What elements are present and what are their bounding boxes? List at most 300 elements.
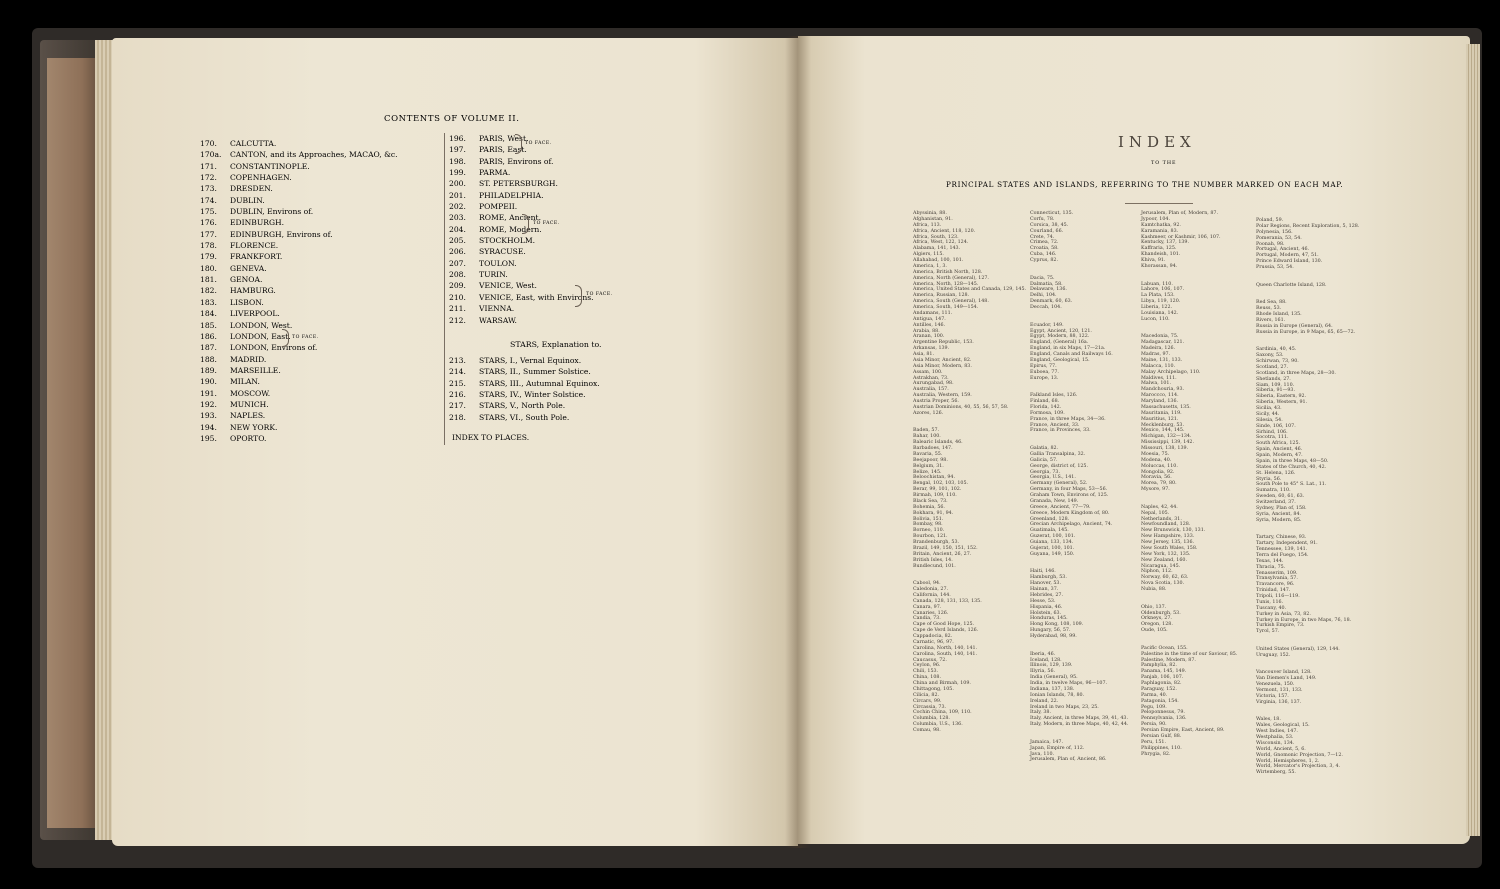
index-entry: Bolivia, 151. [913,516,944,522]
map-title: POMPEII. [479,202,518,212]
map-number: 197. [449,145,466,155]
index-entry: Maryland, 136. [1141,399,1179,404]
map-number: 192. [200,399,217,409]
map-title: TOULON. [479,258,517,268]
index-entry: Sicilia, 43. [1256,406,1282,411]
index-entry: Asia Minor, Modern, 83. [913,363,972,369]
index-entry: Brazil, 149, 150, 151, 152. [913,545,978,551]
index-entry: Scotland, in three Maps, 28—30. [1256,370,1336,376]
index-entry: Panjab, 106, 107. [1141,675,1184,681]
index-entry: Schirwan, 73, 90. [1256,359,1299,364]
contents-entry [200,354,398,365]
map-title: ROME, Ancient. [479,213,541,223]
index-entry: Chili, 153. [913,669,939,675]
contents-entry [200,399,398,410]
index-entry: Arkansas, 139. [913,346,950,352]
index-entry: India (General), 95. [1030,675,1078,681]
index-entry: Mysore, 97. [1141,487,1170,493]
map-title: CONSTANTINOPLE. [230,161,310,171]
contents-entry [200,320,398,331]
map-number: 186. [200,331,217,341]
index-entry: Siberia, 91—93. [1256,388,1295,394]
index-entry: Galicia, 57. [1030,457,1058,463]
contents-entry [200,240,398,251]
map-title: MADRID. [230,354,267,364]
contents-entry [449,355,600,366]
index-entry: Africa, 113. [913,222,942,228]
index-entry: Asia, 81. [913,352,934,357]
index-entry: Kashmeer, or Kashmir, 106, 107. [1141,234,1221,240]
right-page [798,36,1470,844]
index-entry: England, in six Maps, 17—21a. [1030,346,1106,352]
index-entry: Cochin China, 109, 110. [913,710,972,716]
index-entry: Rhode Island, 135. [1256,312,1302,317]
map-title: LONDON, West. [230,320,293,330]
map-title: DUBLIN, Environs of. [230,207,314,217]
index-entry: Poonah, 98. [1256,241,1285,247]
index-entry: Oude, 105. [1141,628,1168,634]
index-entry: Gujerat, 100, 101. [1030,545,1075,551]
index-entry: America, 1, 3. [913,263,947,269]
contents-entry [200,149,398,160]
map-number: 208. [449,270,466,280]
index-entry: Polar Regions, Recent Exploration, 5, 128. [1256,223,1360,229]
index-entry: Naples, 42, 44. [1141,504,1178,510]
map-number: 210. [449,292,466,302]
index-entry: Argentine Republic, 153. [913,340,974,346]
map-title: CANTON, and its Approaches, MACAO, &c. [230,150,398,160]
map-number: 203. [449,213,466,223]
index-entry: Antigua, 147. [913,316,946,322]
index-entry: Portugal, Ancient, 46. [1256,247,1310,253]
index-entry: Malwa, 101. [1141,381,1172,387]
index-entry: Japan, Empire of, 112. [1030,745,1085,751]
map-title: ST. PETERSBURGH. [479,179,558,189]
contents-entry [449,235,594,246]
index-entry: Philippines, 110. [1141,745,1182,751]
index-entry: New Jersey, 135, 136. [1141,540,1195,545]
index-entry: America, North, 128—145. [913,281,979,287]
contents-entry [200,172,398,183]
index-entry: Azores, 126. [913,410,944,416]
map-title: ROME, Modern. [479,224,542,234]
map-number: 193. [200,411,217,421]
contents-entry [200,263,398,274]
index-entry: Germany (General), 52. [1030,481,1088,487]
index-entry: Barbadoes, 147. [913,446,953,451]
index-entry: Silesia, 54. [1256,417,1283,423]
index-entry: Courland, 66. [1030,228,1064,234]
index-entry: Styria, 56. [1256,476,1282,482]
map-number: 218. [449,412,466,422]
page-stack-edge-right [1466,44,1480,836]
index-entry: Wales, 18. [1256,717,1281,723]
index-entry: Spain, Modern, 47. [1256,453,1303,458]
index-entry: Sinde, 106, 107. [1256,423,1296,429]
index-entry: France, in three Maps, 34—36. [1030,416,1106,422]
map-title: MOSCOW. [230,388,271,398]
index-entry: Modena, 40. [1141,457,1172,463]
map-title: NEW YORK. [230,422,278,432]
contents-entry [449,190,594,201]
contents-entry [200,274,398,285]
map-number: 188. [200,354,217,364]
index-entry: Vermont, 131, 133. [1256,688,1303,693]
contents-entry [200,410,398,421]
index-entry: Graham Town, Environs of, 125. [1030,493,1109,498]
map-number: 183. [200,297,217,307]
index-entry: Beejapoor, 98. [913,457,948,463]
contents-entry [200,365,398,376]
index-entry: Madagascar, 121. [1141,340,1185,346]
map-number: 206. [449,247,466,257]
index-entry: Turkey in Asia, 73, 82. [1256,611,1311,617]
index-entry: Khiva, 91. [1141,258,1166,263]
map-number: 174. [200,195,217,205]
map-number: 176. [200,218,217,228]
map-title: PARIS, East. [479,145,527,155]
index-entry: Cuba, 146. [1030,252,1057,258]
index-entry: Falkland Isles, 126. [1030,393,1078,399]
index-entry: Italy, Ancient, in three Maps, 39, 41, 43. [1030,716,1128,722]
index-entry: Crete, 74. [1030,234,1055,240]
index-entry: Black Sea, 73. [913,498,948,504]
index-entry: Saxony, 53. [1256,353,1284,359]
index-entry: America, South, 149—154. [913,305,979,310]
contents-entry [200,251,398,262]
index-entry: Candia, 73. [913,616,941,622]
index-entry: Columbia, U.S., 136. [913,722,963,728]
index-entry: Jerusalem, Plan of, Modern, 87. [1141,211,1218,216]
index-entry: Jerusalem, Plan of, Ancient, 86. [1030,757,1107,763]
index-entry: Netherlands, 31. [1141,516,1182,522]
index-entry: Karamania, 83. [1141,228,1179,234]
index-entry: Nova Scotia, 130. [1141,581,1185,587]
index-entry: Persian Gulf, 88. [1141,733,1182,739]
contents-entry [449,156,594,167]
index-entry: Africa, South, 123. [913,234,959,240]
map-title: LISBON. [230,297,264,307]
map-number: 170. [200,139,217,148]
index-entry: Granada, New, 149. [1030,498,1079,504]
index-entry: Kamtchatka, 92. [1141,222,1181,228]
contents-entry [200,297,398,308]
index-entry: Mauritius, 121. [1141,416,1179,422]
map-number: 195. [200,433,217,443]
index-entry: France, in Provinces, 33. [1030,428,1091,434]
index-entry: South Pole to 45° S. Lat., 11. [1256,482,1327,488]
index-entry: Moravia, 56. [1141,475,1172,481]
book-gutter [785,36,811,848]
map-title: PHILADELPHIA. [479,190,544,200]
index-entry: Australia, 157. [913,387,949,393]
contents-entry [449,258,594,269]
map-title: STARS, I., Vernal Equinox. [479,356,582,365]
index-entry: Baden, 57. [913,428,940,434]
index-column-2 [1030,211,1128,763]
contents-column-stars [449,355,600,423]
map-number: 213. [449,356,466,365]
index-entry: New Brunswick, 130, 131. [1141,528,1206,534]
index-entry: Trinidad, 147. [1256,588,1291,594]
index-entry: Hanover, 53. [1030,581,1062,587]
index-entry: Delaware, 136. [1030,287,1067,293]
index-entry: Massachusetts, 135. [1141,404,1191,410]
index-entry: Russia in Europe, in 9 Maps, 65, 65—72. [1256,329,1356,335]
map-title: STARS, V., North Pole. [479,401,566,411]
index-entry: Turkish Empire, 73. [1256,623,1305,629]
index-entry: Hainan, 37. [1030,587,1059,592]
map-number: 190. [200,377,217,387]
index-entry: World, Gnomonic Projection, 7—12. [1256,752,1343,758]
index-entry: Epirus, 77. [1030,363,1057,369]
brace-london [282,329,289,347]
index-entry: Texas, 144. [1256,558,1284,564]
index-entry: St. Helena, 126. [1256,470,1296,476]
index-entry: Jypoor, 104. [1141,216,1170,222]
index-entry: Haiti, 146. [1030,569,1056,575]
index-entry: World, Hemispheres, 1, 2. [1256,758,1320,764]
contents-column-1 [200,138,398,444]
contents-entry [200,308,398,319]
index-entry: Bokhara, 91, 94. [913,510,954,516]
map-number: 191. [200,388,217,398]
map-title: STARS, II., Summer Solstice. [479,367,591,377]
index-entry: Wales, Geological, 15. [1256,723,1310,729]
index-entry: Iceland, 128. [1030,657,1062,663]
contents-entry [200,161,398,172]
index-entry: Hamburgh, 53. [1030,575,1067,581]
map-number: 214. [449,367,466,377]
index-entry: Persian Empire, East, Ancient, 89. [1141,728,1225,733]
index-entry: Carolina, North, 140, 141. [913,645,978,651]
map-number: 178. [200,241,217,251]
index-entry: Rivers, 161. [1256,317,1286,323]
index-entry: Maroccco, 114. [1141,393,1179,399]
index-entry: Cilicia, 82. [913,692,940,698]
map-title: VIENNA. [479,304,515,314]
index-entry: Tartary, Chinese, 93. [1256,535,1307,541]
index-entry: Formosa, 109. [1030,410,1065,416]
index-entry: Liberia, 122. [1141,305,1173,310]
index-entry: Andamans, 111. [913,310,953,316]
index-entry: Australia, Western, 159. [913,393,972,399]
map-number: 179. [200,252,217,262]
map-title: LIVERPOOL. [230,309,280,319]
to-face-rome: TO FACE. [533,221,560,226]
index-entry: Crimea, 72. [1030,240,1059,246]
index-entry: Virginia, 136, 137. [1256,699,1302,705]
index-entry: Asia Minor, Ancient, 82. [913,357,972,363]
map-number: 185. [200,320,217,330]
index-entry: Algiers, 115. [913,252,944,258]
index-entry: Guzerat, 100, 101. [1030,534,1076,540]
index-entry: America, United States and Canada, 129, 145. [913,287,1027,293]
index-entry: Vancouver Island, 128. [1256,670,1312,676]
index-entry: Beloochistan, 94. [913,475,956,481]
index-entry: Queen Charlotte Island, 128. [1256,282,1327,288]
index-entry: Greece, Ancient, 77—79. [1030,504,1091,510]
index-entry: Honduras, 145. [1030,616,1068,622]
index-rule [1125,203,1193,204]
index-entry: Balearic Islands, 46. [913,440,963,446]
map-number: 194. [200,422,217,432]
index-entry: Sydney, Plan of, 158. [1256,505,1307,511]
index-entry: Deccah, 104. [1030,305,1062,310]
index-entry: England, Canals and Railways 16. [1030,352,1113,357]
index-entry: Assam, 100. [913,369,943,375]
index-entry: Ionian Islands, 78, 80. [1030,692,1085,698]
index-entry: Pennsylvania, 136. [1141,716,1187,722]
index-entry: Canaries, 126. [913,610,949,616]
index-entry: Ohio, 137. [1141,604,1167,610]
index-entry: Van Diemen's Land, 149. [1256,676,1317,682]
index-entry: Hesse, 53. [1030,598,1056,604]
index-entry: Java, 110. [1030,751,1055,757]
index-entry: Wisconsin, 134. [1256,740,1295,746]
index-entry: Aurungabad, 98. [913,381,954,387]
map-title: LONDON, East. [230,331,291,341]
index-entry: South Africa, 125. [1256,441,1301,447]
map-number: 212. [449,315,466,325]
index-entry: Abyssinia, 88. [913,211,947,216]
index-entry: Orkneys, 27. [1141,616,1172,622]
index-entry: Sicily, 44. [1256,411,1280,417]
index-entry: Siberia, Eastern, 92. [1256,394,1307,400]
map-number: 189. [200,365,217,375]
index-entry: Cabool, 94. [913,581,941,587]
map-title: TURIN. [479,270,508,280]
index-entry: Cyprus, 82. [1030,258,1058,263]
index-entry: Lucon, 110. [1141,316,1170,322]
map-number: 198. [449,156,466,166]
map-number: 202. [449,202,466,212]
map-number: 204. [449,224,466,234]
index-entry: Egypt, Ancient, 120, 121. [1030,328,1092,334]
index-entry: Patagonia, 154. [1141,698,1179,704]
index-entry: La Plata, 153. [1141,293,1175,299]
index-entry: World, Mercator's Projection, 3, 4. [1256,764,1341,770]
index-entry: Circassia, 73. [913,704,947,710]
stars-heading: STARS, Explanation to. [510,340,602,349]
index-entry: Michigan, 132—134. [1141,434,1192,440]
index-entry: Lahore, 106, 107. [1141,287,1185,293]
index-entry: Madras, 97. [1141,352,1171,357]
index-entry: Euboea, 77. [1030,369,1059,375]
map-title: GENOA. [230,275,263,285]
index-entry: Palestine in the time of our Saviour, 85. [1141,651,1238,657]
index-entry: France, Ancient, 33. [1030,422,1080,428]
map-title: NAPLES. [230,411,266,421]
index-entry: Columbia, 128. [913,716,950,722]
map-number: 196. [449,134,466,143]
index-entry: Kentucky, 137, 139. [1141,240,1190,246]
index-entry: Mandchouria, 93. [1141,387,1185,393]
index-entry: Brandenburgh, 53. [913,540,960,545]
contents-entry [449,167,594,178]
map-number: 170a. [200,150,222,160]
index-entry: Bombay, 98. [913,522,943,528]
index-entry: Peru, 151. [1141,739,1166,745]
index-entry: America, South (General), 148. [913,299,989,305]
index-entry: Canara, 97. [913,604,942,610]
endpaper [47,58,97,828]
index-entry: Nubia, 88. [1141,587,1167,592]
index-entry: Georgia, U.S., 141. [1030,475,1076,481]
index-entry: States of the Church, 40, 42. [1256,464,1327,470]
index-entry: Victoria, 157. [1256,693,1289,699]
contents-entry [200,229,398,240]
index-entry: Maldives, 111. [1141,375,1177,381]
index-entry: California, 144. [913,592,951,598]
map-number: 211. [449,304,466,314]
index-entry: Delhi, 104. [1030,293,1057,299]
map-number: 200. [449,179,466,189]
index-entry: China, 108. [913,675,941,681]
map-title: MARSEILLE. [230,365,281,375]
index-entry: Africa, Ancient, 118, 120. [913,228,976,234]
index-entry: Greece, Modern Kingdom of, 80. [1030,510,1110,516]
index-entry: Transylvania, 57. [1256,576,1298,582]
index-entry: Moesia, 75. [1141,451,1170,457]
index-entry: Tartary, Independent, 91. [1256,541,1318,547]
contents-entry [200,138,398,149]
index-entry: Nepal, 105. [1141,510,1170,516]
index-entry: America, Russian, 128. [913,293,970,299]
index-entry: Africa, West, 122, 124. [913,240,969,246]
index-entry: Bohemia, 56. [913,504,945,510]
index-column-1 [913,211,1026,734]
index-entry: Gallia Transalpina, 32. [1030,451,1086,457]
index-entry: Westphalia, 53. [1256,735,1294,740]
index-entry: Paphlagonia, 82. [1141,681,1182,686]
index-to-the: TO THE [1151,161,1177,166]
index-entry: Siam, 109, 110. [1256,382,1295,388]
index-entry: Mexico, 144, 145. [1141,428,1185,434]
index-entry: Tuscany, 40. [1256,605,1287,611]
contents-entry [200,183,398,194]
index-entry: Reuss, 53. [1256,306,1282,312]
contents-entry [200,433,398,444]
index-entry: Khandeish, 101. [1141,252,1181,258]
index-entry: Moluccas, 110. [1141,463,1178,469]
index-entry: Cape of Good Hope, 125. [913,622,975,628]
index-entry: Morea, 79, 80. [1141,481,1177,487]
contents-entry [449,246,594,257]
index-entry: West Indies, 147. [1256,729,1298,735]
index-entry: Holstein, 63. [1030,610,1062,616]
index-entry: Mecklenburg, 53. [1141,422,1185,428]
index-entry: Austrian Dominions, 40, 55, 56, 57, 58. [913,404,1009,410]
brace-paris [515,134,522,154]
map-title: EDINBURGH, Environs of. [230,229,333,239]
map-title: CALCUTTA. [230,139,277,148]
index-entry: Hungary, 56, 57. [1030,628,1071,634]
index-subtitle: PRINCIPAL STATES AND ISLANDS, REFERRING TO THE NUMBER MARKED ON EACH MAP. [946,180,1344,189]
map-title: LONDON, Environs of. [230,343,318,353]
index-entry: Switzerland, 37. [1256,500,1296,505]
index-entry: Malay Archipelago, 110. [1141,369,1201,375]
index-entry: Polynesia, 156. [1256,229,1293,235]
index-entry: United States (General), 129, 144. [1256,646,1340,652]
map-title: SYRACUSE. [479,247,526,257]
index-entry: Prussia, 53, 54. [1256,265,1294,270]
contents-title: CONTENTS OF VOLUME II. [384,114,520,124]
index-entry: Jamaica, 147. [1030,739,1064,745]
map-number: 207. [449,258,466,268]
map-number: 187. [200,343,217,353]
map-number: 171. [200,161,217,171]
